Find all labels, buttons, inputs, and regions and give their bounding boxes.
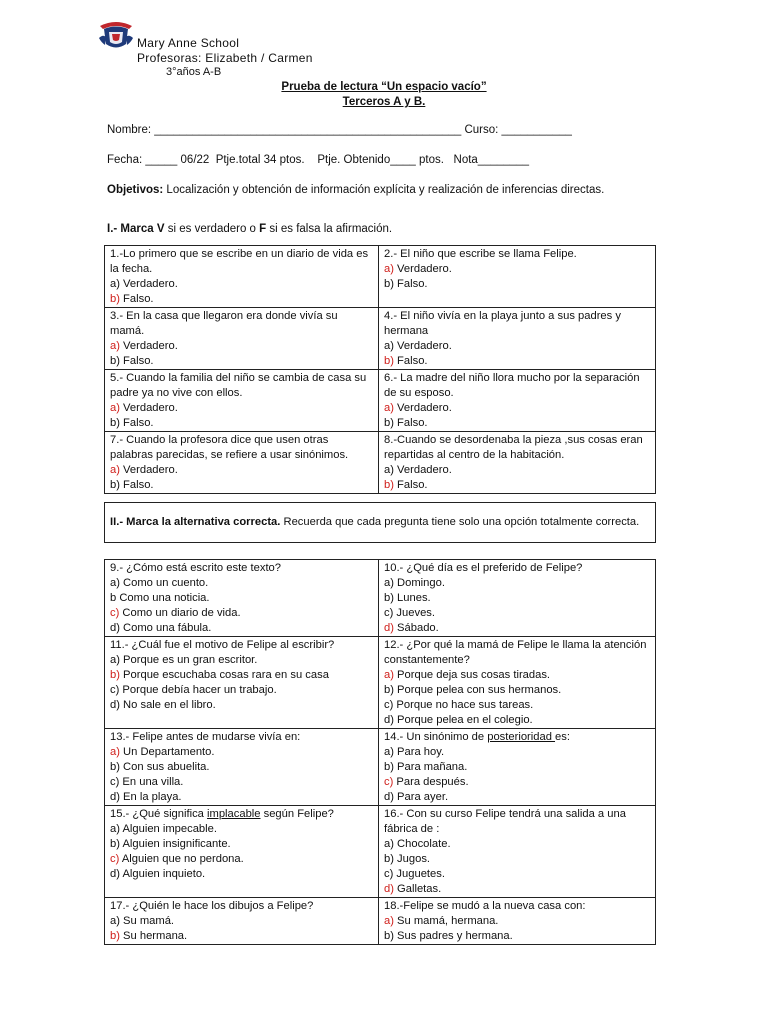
option-letter: b) xyxy=(384,592,394,604)
option-letter: c) xyxy=(110,607,120,619)
table-row xyxy=(105,806,656,898)
option-text: Verdadero. xyxy=(393,263,452,275)
answer-option[interactable] xyxy=(384,867,650,882)
question-cell xyxy=(379,560,656,637)
option-letter: b) xyxy=(110,293,120,305)
question-cell xyxy=(105,308,379,370)
option-text: Verdadero. xyxy=(119,340,178,352)
option-text: Para hoy. xyxy=(393,746,445,758)
option-letter: b) xyxy=(384,930,394,942)
option-text: Sábado. xyxy=(393,622,439,634)
answer-option[interactable] xyxy=(384,775,650,790)
question-cell xyxy=(379,370,656,432)
option-letter: a) xyxy=(110,823,120,835)
option-letter: b) xyxy=(110,930,120,942)
question-cell xyxy=(105,432,379,494)
answer-option[interactable] xyxy=(384,683,650,698)
answer-option[interactable] xyxy=(110,606,373,621)
option-letter: b) xyxy=(384,355,394,367)
option-text: Como un cuento. xyxy=(119,577,209,589)
answer-option[interactable] xyxy=(110,929,373,944)
option-letter: a) xyxy=(384,915,394,927)
option-text: Falso. xyxy=(119,355,154,367)
option-letter: a) xyxy=(110,915,120,927)
question-cell xyxy=(379,432,656,494)
question-text: 3.- En la casa que llegaron era donde vivía su mamá. xyxy=(110,310,338,337)
answer-option[interactable] xyxy=(110,401,373,416)
option-letter: d) xyxy=(384,622,394,634)
answer-option[interactable] xyxy=(110,760,373,775)
option-text: Falso. xyxy=(393,278,428,290)
answer-option[interactable] xyxy=(110,790,373,805)
option-letter: a) xyxy=(110,464,120,476)
option-letter: b xyxy=(110,592,117,604)
question-text: 10.- ¿Qué día es el preferido de Felipe? xyxy=(384,562,583,574)
grade-line: 3°años A-B xyxy=(166,66,222,78)
option-text: Porque escuchaba cosas rara en su casa xyxy=(119,669,329,681)
option-text: Domingo. xyxy=(393,577,445,589)
answer-option[interactable] xyxy=(384,354,650,369)
answer-option[interactable] xyxy=(384,621,650,636)
option-text: Verdadero. xyxy=(119,402,178,414)
section1-instructions: I.- Marca V si es verdadero o F si es falsa la afirmación. xyxy=(107,223,393,235)
option-text: Porque deja sus cosas tiradas. xyxy=(393,669,551,681)
answer-option[interactable] xyxy=(384,277,650,292)
option-text: Alguien que no perdona. xyxy=(119,853,244,865)
option-text: Porque debía hacer un trabajo. xyxy=(119,684,277,696)
question-text: 6.- La madre del niño llora mucho por la separación de su esposo. xyxy=(384,372,640,399)
question-text: 5.- Cuando la familia del niño se cambia de casa su padre ya no vive con ellos. xyxy=(110,372,367,399)
option-text: En la playa. xyxy=(119,791,182,803)
answer-option[interactable] xyxy=(110,852,373,867)
question-text: 13.- Felipe antes de mudarse vivía en: xyxy=(110,731,301,743)
option-text: Alguien inquieto. xyxy=(119,868,206,880)
option-letter: b) xyxy=(110,838,120,850)
answer-option[interactable] xyxy=(110,463,373,478)
option-letter: a) xyxy=(110,577,120,589)
answer-option[interactable] xyxy=(110,591,373,606)
option-letter: b) xyxy=(110,417,120,429)
option-letter: c) xyxy=(384,868,394,880)
option-text: Sus padres y hermana. xyxy=(393,930,513,942)
option-text: Su hermana. xyxy=(119,930,188,942)
question-text: 16.- Con su curso Felipe tendrá una salida a una fábrica de : xyxy=(384,808,626,835)
question-cell xyxy=(379,308,656,370)
option-text: Alguien impecable. xyxy=(119,823,217,835)
answer-option[interactable] xyxy=(110,698,373,713)
question-text: 8.-Cuando se desordenaba la pieza ,sus cosas eran repartidas al centro de la habitación. xyxy=(384,434,643,461)
option-text: No sale en el libro. xyxy=(119,699,216,711)
option-text: Alguien insignificante. xyxy=(119,838,231,850)
table-row xyxy=(105,308,656,370)
name-course-field[interactable]: Nombre: ________________________________________________ Curso: ___________ xyxy=(107,124,572,136)
question-text: 11.- ¿Cuál fue el motivo de Felipe al escribir? xyxy=(110,639,335,651)
option-text: Chocolate. xyxy=(393,838,451,850)
teachers-line: Profesoras: Elizabeth / Carmen xyxy=(137,51,313,65)
question-text: 14.- Un sinónimo de posterioridad es: xyxy=(384,731,570,743)
option-text: Para mañana. xyxy=(393,761,468,773)
question-text: 9.- ¿Cómo está escrito este texto? xyxy=(110,562,281,574)
option-text: Porque es un gran escritor. xyxy=(119,654,258,666)
option-letter: b) xyxy=(384,853,394,865)
question-cell xyxy=(105,729,379,806)
option-text: Galletas. xyxy=(393,883,442,895)
option-letter: c) xyxy=(110,684,120,696)
question-text: 17.- ¿Quién le hace los dibujos a Felipe? xyxy=(110,900,314,912)
question-text: 15.- ¿Qué significa implacable según Felipe? xyxy=(110,808,334,820)
answer-option[interactable] xyxy=(110,576,373,591)
question-cell xyxy=(105,246,379,308)
answer-option[interactable] xyxy=(110,416,373,431)
option-text: Verdadero. xyxy=(119,464,178,476)
table-row xyxy=(105,637,656,729)
option-text: Porque no hace sus tareas. xyxy=(393,699,534,711)
answer-option[interactable] xyxy=(384,463,650,478)
question-text: 1.-Lo primero que se escribe en un diario de vida es la fecha. xyxy=(110,248,369,275)
answer-option[interactable] xyxy=(384,713,650,728)
table-row xyxy=(105,246,656,308)
option-text: Falso. xyxy=(119,417,154,429)
test-subtitle: Terceros A y B. xyxy=(342,96,426,108)
question-cell xyxy=(379,246,656,308)
option-text: Falso. xyxy=(393,417,428,429)
option-text: Falso. xyxy=(393,479,428,491)
answer-option[interactable] xyxy=(384,401,650,416)
answer-option[interactable] xyxy=(384,852,650,867)
option-letter: a) xyxy=(110,746,120,758)
question-cell xyxy=(105,560,379,637)
answer-option[interactable] xyxy=(110,867,373,882)
answer-option[interactable] xyxy=(384,914,650,929)
answer-option[interactable] xyxy=(110,745,373,760)
option-letter: b) xyxy=(384,479,394,491)
answer-option[interactable] xyxy=(384,339,650,354)
option-letter: a) xyxy=(110,654,120,666)
option-text: Verdadero. xyxy=(393,340,452,352)
option-letter: a) xyxy=(384,746,394,758)
answer-option[interactable] xyxy=(110,668,373,683)
objectives-paragraph: Objetivos: Localización y obtención de información explícita y realización de inferencias directas. xyxy=(107,184,605,196)
answer-option[interactable] xyxy=(384,882,650,897)
option-text: Para después. xyxy=(393,776,469,788)
question-cell xyxy=(379,637,656,729)
answer-option[interactable] xyxy=(384,745,650,760)
question-cell xyxy=(105,370,379,432)
option-text: Un Departamento. xyxy=(119,746,215,758)
option-letter: b) xyxy=(110,355,120,367)
question-cell xyxy=(379,729,656,806)
option-letter: b) xyxy=(384,417,394,429)
answer-option[interactable] xyxy=(384,262,650,277)
answer-option[interactable] xyxy=(110,292,373,307)
option-letter: a) xyxy=(384,464,394,476)
school-crest-icon xyxy=(98,20,134,52)
question-text: 2.- El niño que escribe se llama Felipe. xyxy=(384,248,577,260)
answer-option[interactable] xyxy=(110,914,373,929)
option-text: En una villa. xyxy=(119,776,184,788)
question-text: 18.-Felipe se mudó a la nueva casa con: xyxy=(384,900,586,912)
option-text: Juguetes. xyxy=(393,868,445,880)
option-text: Como una fábula. xyxy=(119,622,212,634)
option-letter: d) xyxy=(110,868,120,880)
answer-option[interactable] xyxy=(384,478,650,493)
question-text: 4.- El niño vivía en la playa junto a sus padres y hermana xyxy=(384,310,621,337)
option-letter: b) xyxy=(110,761,120,773)
section1-table xyxy=(104,245,656,494)
answer-option[interactable] xyxy=(384,576,650,591)
option-text: Jugos. xyxy=(393,853,431,865)
answer-option[interactable] xyxy=(110,775,373,790)
test-title: Prueba de lectura “Un espacio vacío” xyxy=(281,81,487,93)
underlined-word: implacable xyxy=(207,808,261,820)
question-cell xyxy=(105,637,379,729)
question-text: 12.- ¿Por qué la mamá de Felipe le llama la atención constantemente? xyxy=(384,639,647,666)
option-text: Porque pelea con sus hermanos. xyxy=(393,684,562,696)
answer-option[interactable] xyxy=(384,606,650,621)
answer-option[interactable] xyxy=(110,653,373,668)
table-row xyxy=(105,898,656,945)
option-letter: a) xyxy=(384,838,394,850)
answer-option[interactable] xyxy=(384,929,650,944)
date-score-field[interactable]: Fecha: _____ 06/22 Ptje.total 34 ptos. Ptje. Obtenido____ ptos. Nota________ xyxy=(107,154,529,166)
option-text: Falso. xyxy=(119,479,154,491)
section2-instructions: II.- Marca la alternativa correcta. Recuerda que cada pregunta tiene solo una opción totalmente correcta. xyxy=(105,503,656,543)
option-letter: d) xyxy=(384,883,394,895)
option-letter: d) xyxy=(110,791,120,803)
option-text: Con sus abuelita. xyxy=(119,761,210,773)
answer-option[interactable] xyxy=(384,837,650,852)
option-letter: b) xyxy=(384,278,394,290)
table-row xyxy=(105,432,656,494)
option-letter: a) xyxy=(110,402,120,414)
option-text: Lunes. xyxy=(393,592,431,604)
option-letter: c) xyxy=(110,776,120,788)
table-row xyxy=(105,729,656,806)
answer-option[interactable] xyxy=(384,591,650,606)
option-text: Falso. xyxy=(119,293,154,305)
option-text: Porque pelea en el colegio. xyxy=(393,714,533,726)
question-cell xyxy=(105,898,379,945)
answer-option[interactable] xyxy=(110,621,373,636)
option-text: Falso. xyxy=(393,355,428,367)
answer-option[interactable] xyxy=(110,683,373,698)
answer-option[interactable] xyxy=(384,416,650,431)
answer-option[interactable] xyxy=(110,339,373,354)
table-row xyxy=(105,560,656,637)
question-text: 7.- Cuando la profesora dice que usen otras palabras parecidas, se refiere a usar sinónimos. xyxy=(110,434,349,461)
option-letter: a) xyxy=(384,340,394,352)
answer-option[interactable] xyxy=(384,698,650,713)
option-text: Su mamá, hermana. xyxy=(393,915,499,927)
option-letter: a) xyxy=(384,577,394,589)
option-text: Jueves. xyxy=(393,607,435,619)
option-text: Para ayer. xyxy=(393,791,449,803)
option-letter: a) xyxy=(384,669,394,681)
option-letter: d) xyxy=(384,714,394,726)
option-text: Verdadero. xyxy=(119,278,178,290)
option-letter: c) xyxy=(110,853,120,865)
option-letter: a) xyxy=(384,402,394,414)
option-letter: a) xyxy=(110,278,120,290)
option-letter: b) xyxy=(384,761,394,773)
option-letter: c) xyxy=(384,776,394,788)
answer-option[interactable] xyxy=(384,668,650,683)
answer-option[interactable] xyxy=(110,837,373,852)
option-letter: b) xyxy=(110,669,120,681)
question-cell xyxy=(379,806,656,898)
answer-option[interactable] xyxy=(384,760,650,775)
answer-option[interactable] xyxy=(110,354,373,369)
answer-option[interactable] xyxy=(110,822,373,837)
option-letter: c) xyxy=(384,607,394,619)
option-text: Su mamá. xyxy=(119,915,175,927)
option-text: Verdadero. xyxy=(393,402,452,414)
option-letter: d) xyxy=(384,791,394,803)
school-name: Mary Anne School xyxy=(137,36,240,50)
option-letter: b) xyxy=(110,479,120,491)
section2-table xyxy=(104,559,656,945)
option-letter: d) xyxy=(110,622,120,634)
answer-option[interactable] xyxy=(110,277,373,292)
option-letter: d) xyxy=(110,699,120,711)
option-letter: c) xyxy=(384,699,394,711)
option-letter: b) xyxy=(384,684,394,696)
section2-header-table xyxy=(104,502,656,543)
answer-option[interactable] xyxy=(384,790,650,805)
option-text: Verdadero. xyxy=(393,464,452,476)
question-cell xyxy=(105,806,379,898)
table-row xyxy=(105,370,656,432)
underlined-word: posterioridad xyxy=(487,731,556,743)
option-letter: a) xyxy=(384,263,394,275)
question-cell xyxy=(379,898,656,945)
option-text: Como una noticia. xyxy=(116,592,210,604)
option-letter: a) xyxy=(110,340,120,352)
answer-option[interactable] xyxy=(110,478,373,493)
option-text: Como un diario de vida. xyxy=(119,607,241,619)
